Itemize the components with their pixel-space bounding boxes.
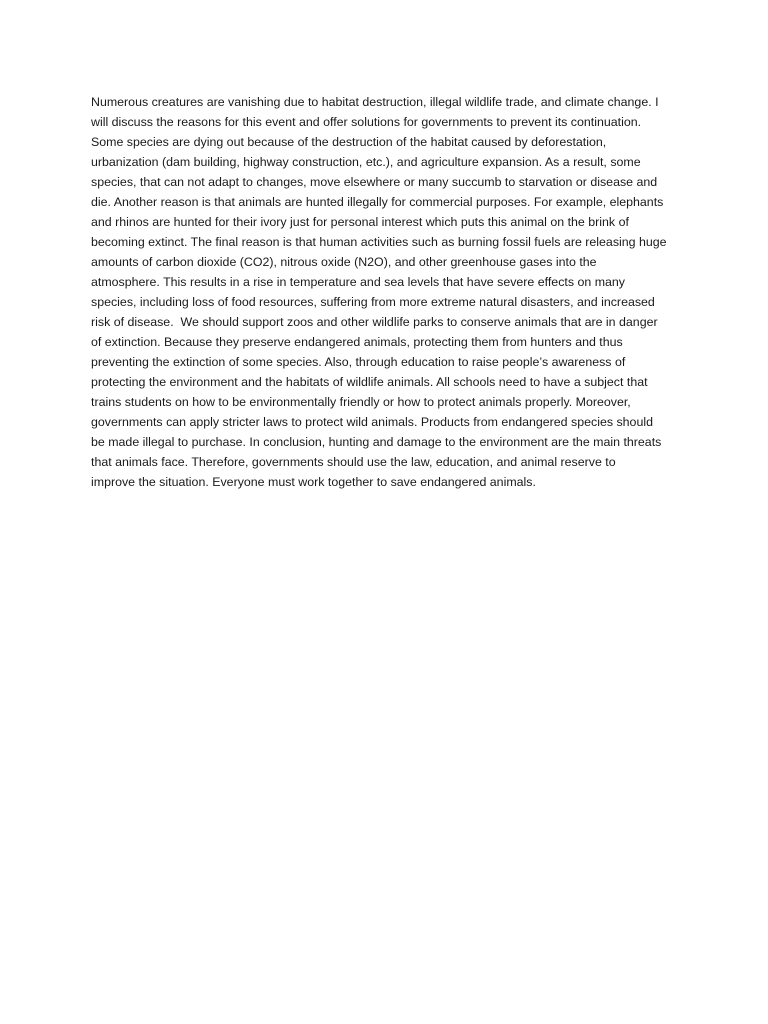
paragraph-line: preventing the extinction of some species. Also, through education to raise people’s awareness of [91, 355, 626, 369]
paragraph-line: be made illegal to purchase. In conclusion, hunting and damage to the environment are the main threats [91, 435, 662, 449]
paragraph-line: Some species are dying out because of the destruction of the habitat caused by deforestation, [91, 135, 607, 149]
paragraph-line: risk of disease. We should support zoos and other wildlife parks to conserve animals that are in danger [91, 315, 658, 329]
paragraph-line: that animals face. Therefore, governments should use the law, education, and animal reserve to [91, 455, 616, 469]
paragraph-line: atmosphere. This results in a rise in temperature and sea levels that have severe effects on many [91, 275, 625, 289]
paragraph-line: species, that can not adapt to changes, move elsewhere or many succumb to starvation or disease and [91, 175, 658, 189]
paragraph-line: will discuss the reasons for this event and offer solutions for governments to prevent its continuation. [91, 115, 642, 129]
paragraph-line: amounts of carbon dioxide (CO2), nitrous oxide (N2O), and other greenhouse gases into the [91, 255, 597, 269]
paragraph-line: and rhinos are hunted for their ivory just for personal interest which puts this animal on the brink of [91, 215, 629, 229]
paragraph-line: becoming extinct. The final reason is that human activities such as burning fossil fuels are releasing huge [91, 235, 667, 249]
essay-paragraph [91, 92, 681, 492]
paragraph-line: protecting the environment and the habitats of wildlife animals. All schools need to have a subject that [91, 375, 648, 389]
paragraph-line: trains students on how to be environmentally friendly or how to protect animals properly. Moreover, [91, 395, 631, 409]
paragraph-line: governments can apply stricter laws to protect wild animals. Products from endangered species should [91, 415, 653, 429]
paragraph-line: urbanization (dam building, highway construction, etc.), and agriculture expansion. As a result, some [91, 155, 641, 169]
paragraph-line: die. Another reason is that animals are hunted illegally for commercial purposes. For example, elephants [91, 195, 664, 209]
paragraph-line: of extinction. Because they preserve endangered animals, protecting them from hunters and thus [91, 335, 623, 349]
paragraph-line: Numerous creatures are vanishing due to habitat destruction, illegal wildlife trade, and climate change. I [91, 95, 659, 109]
paragraph-line: improve the situation. Everyone must work together to save endangered animals. [91, 475, 536, 489]
paragraph-line: species, including loss of food resources, suffering from more extreme natural disasters, and increased [91, 295, 655, 309]
